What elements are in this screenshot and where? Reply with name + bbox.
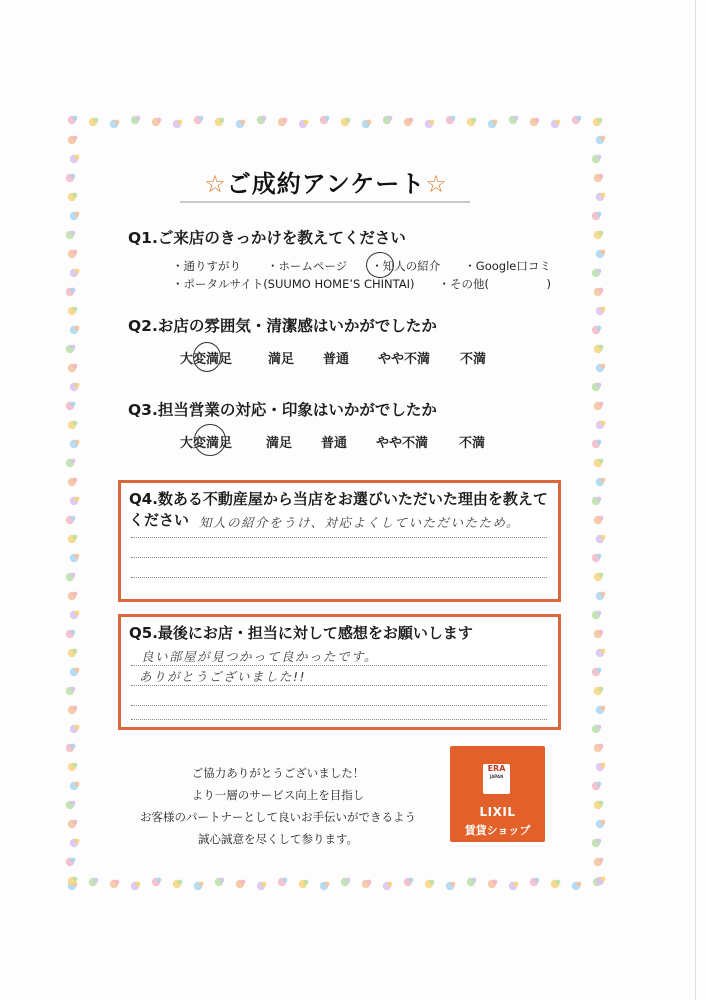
answer-line — [131, 665, 547, 666]
flower-dot — [551, 880, 561, 889]
q4-label-line2: ください — [129, 511, 190, 529]
q1-options-row2 — [172, 276, 571, 292]
flower-dot — [68, 535, 78, 544]
flower-dot — [592, 668, 602, 677]
q5-handwritten-answer-line2[interactable]: ありがとうございました!! — [139, 669, 307, 684]
star-icon: ☆ — [204, 170, 227, 198]
answer-line — [131, 577, 547, 578]
flower-dot — [68, 136, 78, 145]
q3-label: Q3.担当営業の対応・印象はいかがでしたか — [128, 401, 437, 419]
flower-dot — [594, 516, 604, 525]
q1-option-selected[interactable]: ・知人の紹介 — [371, 259, 441, 273]
flower-dot — [70, 668, 80, 677]
flower-dot — [173, 880, 183, 889]
flower-dot — [131, 882, 141, 891]
flower-dot — [70, 212, 80, 221]
flower-dot — [66, 630, 76, 639]
selection-circle — [194, 424, 226, 456]
flower-dot — [596, 706, 606, 715]
answer-line — [131, 685, 547, 686]
flower-dot — [362, 120, 372, 129]
flower-dot — [446, 882, 456, 891]
lixil-shop-logo — [450, 746, 545, 842]
selection-circle — [193, 342, 221, 372]
flower-dot — [68, 307, 78, 316]
flower-dot — [596, 478, 606, 487]
flower-dot — [299, 880, 309, 889]
q3-option[interactable]: 普通 — [321, 436, 348, 451]
flower-dot — [596, 820, 606, 829]
q4-handwritten-answer[interactable]: 知人の紹介をうけ、対応よくしていただいたため。 — [199, 515, 521, 530]
flower-dot — [320, 116, 330, 125]
flower-dot — [425, 880, 435, 889]
flower-dot — [425, 120, 435, 129]
flower-dot — [596, 193, 606, 202]
q5-label: Q5.最後にお店・担当に対して感想をお願いします — [129, 624, 473, 642]
flower-dot — [70, 269, 80, 278]
flower-dot — [110, 880, 120, 889]
era-logo-icon — [483, 764, 510, 794]
flower-dot — [596, 307, 606, 316]
q5-answer-box — [118, 614, 561, 730]
flower-dot — [66, 459, 76, 468]
era-sub-text: JAPAN — [489, 774, 504, 779]
flower-dot — [70, 326, 80, 335]
flower-dot — [236, 880, 246, 889]
flower-dot — [70, 155, 80, 164]
brand-name: LIXIL — [479, 805, 516, 819]
flower-dot — [66, 174, 76, 183]
flower-dot — [152, 118, 162, 127]
title-text: ご成約アンケート — [226, 170, 426, 198]
flower-dot — [89, 118, 99, 127]
flower-dot — [68, 250, 78, 259]
flower-dot — [70, 383, 80, 392]
q1-option[interactable]: ・通りすがり — [172, 259, 241, 273]
flower-dot — [551, 120, 561, 129]
flower-dot — [341, 878, 351, 887]
flower-dot — [320, 882, 330, 891]
flower-dot — [70, 611, 80, 620]
flower-dot — [70, 839, 80, 848]
q5-handwritten-answer-line1[interactable]: 良い部屋が見つかって良かったです。 — [141, 649, 379, 664]
flower-dot — [594, 801, 604, 810]
q1-label: Q1.ご来店のきっかけを教えてください — [128, 229, 406, 247]
flower-dot — [89, 878, 99, 887]
flower-dot — [596, 649, 606, 658]
q1-option[interactable]: ・ポータルサイト(SUUMO HOME’S CHINTAI) — [172, 277, 415, 291]
flower-dot — [596, 877, 606, 886]
flower-dot — [594, 402, 604, 411]
flower-dot — [68, 421, 78, 430]
selection-circle — [366, 252, 394, 278]
flower-dot — [446, 116, 456, 125]
flower-dot — [194, 116, 204, 125]
flower-dot — [66, 573, 76, 582]
title-underline — [180, 201, 470, 203]
thank-you-message — [118, 762, 438, 850]
flower-dot — [66, 231, 76, 240]
flower-dot — [68, 706, 78, 715]
flower-dot — [592, 611, 602, 620]
q2-rating-row — [0, 348, 706, 368]
flower-dot — [530, 878, 540, 887]
q4-answer-box — [118, 480, 561, 602]
shop-name: 賃貸ショップ — [464, 824, 531, 837]
flower-dot — [594, 231, 604, 240]
flower-dot — [404, 878, 414, 887]
flower-dot — [592, 155, 602, 164]
q3-option[interactable]: やや不満 — [376, 436, 429, 451]
flower-dot — [592, 725, 602, 734]
flower-dot — [66, 402, 76, 411]
q1-option[interactable]: ・その他( ) — [438, 277, 551, 291]
star-icon: ☆ — [425, 170, 448, 198]
flower-dot — [488, 120, 498, 129]
flower-dot — [596, 421, 606, 430]
flower-dot — [70, 554, 80, 563]
flower-dot — [509, 116, 519, 125]
flower-dot — [383, 882, 393, 891]
flower-dot — [383, 116, 393, 125]
flower-dot — [467, 118, 477, 127]
thanks-line: お客様のパートナーとして良いお手伝いができるよう — [140, 810, 416, 824]
flower-dot — [257, 882, 267, 891]
q2-option[interactable]: 満足 — [268, 352, 295, 367]
flower-dot — [68, 116, 78, 125]
flower-dot — [66, 516, 76, 525]
flower-dot — [299, 120, 309, 129]
flower-dot — [592, 326, 602, 335]
flower-dot — [596, 136, 606, 145]
flower-dot — [257, 116, 267, 125]
flower-dot — [68, 649, 78, 658]
flower-dot — [66, 288, 76, 297]
flower-dot — [596, 763, 606, 772]
flower-dot — [66, 801, 76, 810]
flower-dot — [152, 878, 162, 887]
q3-option-selected[interactable]: 大変満足 — [180, 436, 233, 451]
flower-dot — [68, 763, 78, 772]
q3-option[interactable]: 不満 — [459, 436, 486, 451]
flower-dot — [592, 269, 602, 278]
flower-dot — [68, 193, 78, 202]
answer-line — [131, 705, 547, 706]
flower-dot — [596, 535, 606, 544]
flower-dot — [66, 687, 76, 696]
q2-option-selected[interactable]: 大変満足 — [180, 352, 233, 367]
flower-dot — [215, 878, 225, 887]
flower-dot — [131, 116, 141, 125]
q2-option[interactable]: 不満 — [460, 352, 487, 367]
q1-option[interactable]: ・ホームページ — [267, 259, 348, 273]
q3-rating-row — [0, 432, 706, 452]
flower-dot — [70, 497, 80, 506]
q2-option[interactable]: やや不満 — [378, 352, 431, 367]
flower-dot — [594, 858, 604, 867]
thanks-line: ご協力ありがとうございました！ — [191, 766, 365, 780]
flower-dot — [68, 820, 78, 829]
answer-line — [131, 537, 547, 538]
flower-dot — [592, 212, 602, 221]
flower-dot — [592, 839, 602, 848]
flower-dot — [509, 882, 519, 891]
flower-dot — [341, 118, 351, 127]
flower-dot — [594, 687, 604, 696]
q2-option[interactable]: 普通 — [323, 352, 350, 367]
flower-dot — [278, 878, 288, 887]
flower-dot — [215, 118, 225, 127]
flower-dot — [530, 118, 540, 127]
flower-dot — [404, 118, 414, 127]
flower-dot — [572, 882, 582, 891]
flower-dot — [66, 744, 76, 753]
flower-dot — [70, 725, 80, 734]
flower-dot — [467, 878, 477, 887]
flower-dot — [593, 118, 603, 127]
q1-option[interactable]: ・Google口コミ — [464, 259, 551, 273]
flower-dot — [278, 118, 288, 127]
era-text: ERA — [487, 764, 506, 773]
thanks-line: 誠心誠意を尽くして参ります。 — [197, 832, 359, 846]
flower-dot — [362, 880, 372, 889]
flower-dot — [594, 744, 604, 753]
q3-option[interactable]: 満足 — [266, 436, 293, 451]
flower-dot — [68, 478, 78, 487]
flower-dot — [173, 120, 183, 129]
flower-dot — [594, 573, 604, 582]
answer-line — [131, 557, 547, 558]
flower-dot — [596, 250, 606, 259]
flower-dot — [592, 383, 602, 392]
page-title — [186, 164, 466, 202]
flower-dot — [68, 592, 78, 601]
q4-label-line1: Q4.数ある不動産屋から当店をお選びいただいた理由を教えて — [129, 490, 548, 508]
flower-dot — [488, 880, 498, 889]
flower-dot — [592, 782, 602, 791]
flower-dot — [592, 497, 602, 506]
answer-line — [131, 719, 547, 720]
flower-dot — [70, 782, 80, 791]
flower-dot — [110, 120, 120, 129]
q2-label: Q2.お店の雰囲気・清潔感はいかがでしたか — [128, 317, 437, 335]
flower-dot — [572, 116, 582, 125]
flower-dot — [592, 554, 602, 563]
flower-dot — [596, 592, 606, 601]
flower-dot — [594, 174, 604, 183]
flower-dot — [194, 882, 204, 891]
flower-dot — [594, 459, 604, 468]
flower-dot — [594, 288, 604, 297]
thanks-line: より一層のサービス向上を目指し — [191, 788, 365, 802]
flower-dot — [236, 120, 246, 129]
flower-dot — [66, 858, 76, 867]
flower-dot — [594, 630, 604, 639]
